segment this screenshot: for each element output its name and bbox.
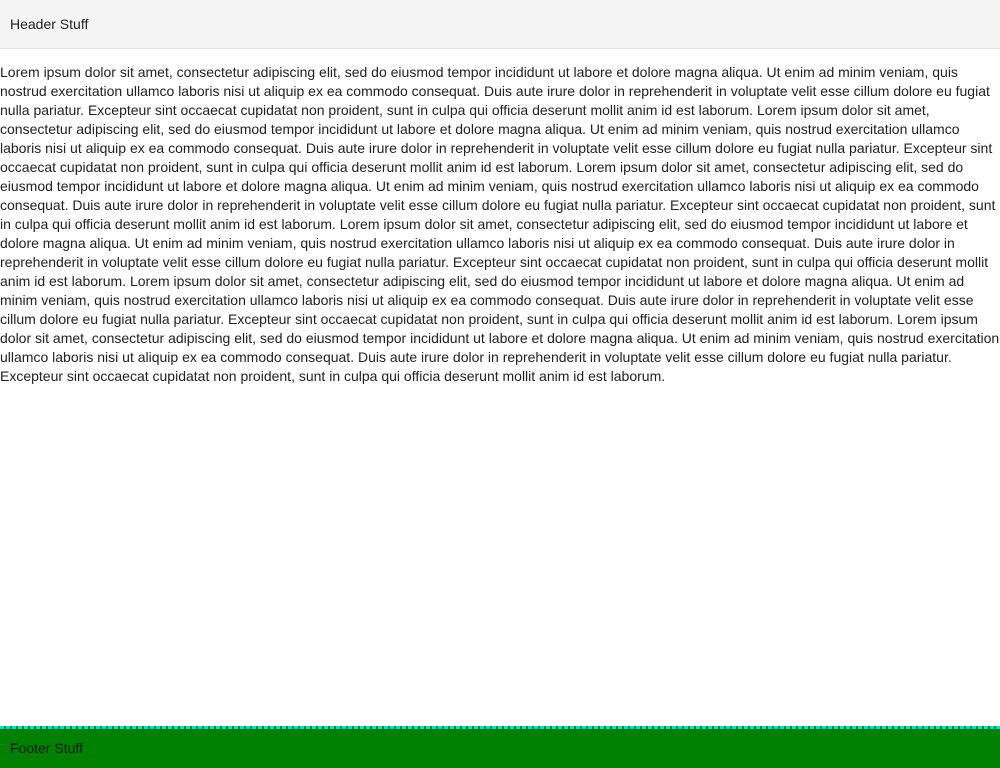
page-footer: [0, 726, 1000, 768]
footer-label: Footer Stuff: [10, 740, 83, 756]
main-paragraph: Lorem ipsum dolor sit amet, consectetur adipiscing elit, sed do eiusmod tempor incididunt ut labore et dolore magna aliqua. Ut enim ad minim veniam, quis nostrud exercitation ullamco laboris nisi ut aliquip ex ea commodo consequat. Duis aute irure dolor in reprehenderit in voluptate velit esse cillum dolore eu fugiat nulla pariatur. Excepteur sint occaecat cupidatat non proident, sunt in culpa qui officia deserunt mollit anim id est laborum. Lorem ipsum dolor sit amet, consectetur adipiscing elit, sed do eiusmod tempor incididunt ut labore et dolore magna aliqua. Ut enim ad minim veniam, quis nostrud exercitation ullamco laboris nisi ut aliquip ex ea commodo consequat. Duis aute irure dolor in reprehenderit in voluptate velit esse cillum dolore eu fugiat nulla pariatur. Excepteur sint occaecat cupidatat non proident, sunt in culpa qui officia deserunt mollit anim id est laborum. Lorem ipsum dolor sit amet, consectetur adipiscing elit, sed do eiusmod tempor incididunt ut labore et dolore magna aliqua. Ut enim ad minim veniam, quis nostrud exercitation ullamco laboris nisi ut aliquip ex ea commodo consequat. Duis aute irure dolor in reprehenderit in voluptate velit esse cillum dolore eu fugiat nulla pariatur. Excepteur sint occaecat cupidatat non proident, sunt in culpa qui officia deserunt mollit anim id est laborum. Lorem ipsum dolor sit amet, consectetur adipiscing elit, sed do eiusmod tempor incididunt ut labore et dolore magna aliqua. Ut enim ad minim veniam, quis nostrud exercitation ullamco laboris nisi ut aliquip ex ea commodo consequat. Duis aute irure dolor in reprehenderit in voluptate velit esse cillum dolore eu fugiat nulla pariatur. Excepteur sint occaecat cupidatat non proident, sunt in culpa qui officia deserunt mollit anim id est laborum. Lorem ipsum dolor sit amet, consectetur adipiscing elit, sed do eiusmod tempor incididunt ut labore et dolore magna aliqua. Ut enim ad minim veniam, quis nostrud exercitation ullamco laboris nisi ut aliquip ex ea commodo consequat. Duis aute irure dolor in reprehenderit in voluptate velit esse cillum dolore eu fugiat nulla pariatur. Excepteur sint occaecat cupidatat non proident, sunt in culpa qui officia deserunt mollit anim id est laborum. Lorem ipsum dolor sit amet, consectetur adipiscing elit, sed do eiusmod tempor incididunt ut labore et dolore magna aliqua. Ut enim ad minim veniam, quis nostrud exercitation ullamco laboris nisi ut aliquip ex ea commodo consequat. Duis aute irure dolor in reprehenderit in voluptate velit esse cillum dolore eu fugiat nulla pariatur. Excepteur sint occaecat cupidatat non proident, sunt in culpa qui officia deserunt mollit anim id est laborum.: [0, 64, 1000, 384]
header-label: Header Stuff: [10, 16, 89, 32]
page-header: [0, 0, 1000, 49]
